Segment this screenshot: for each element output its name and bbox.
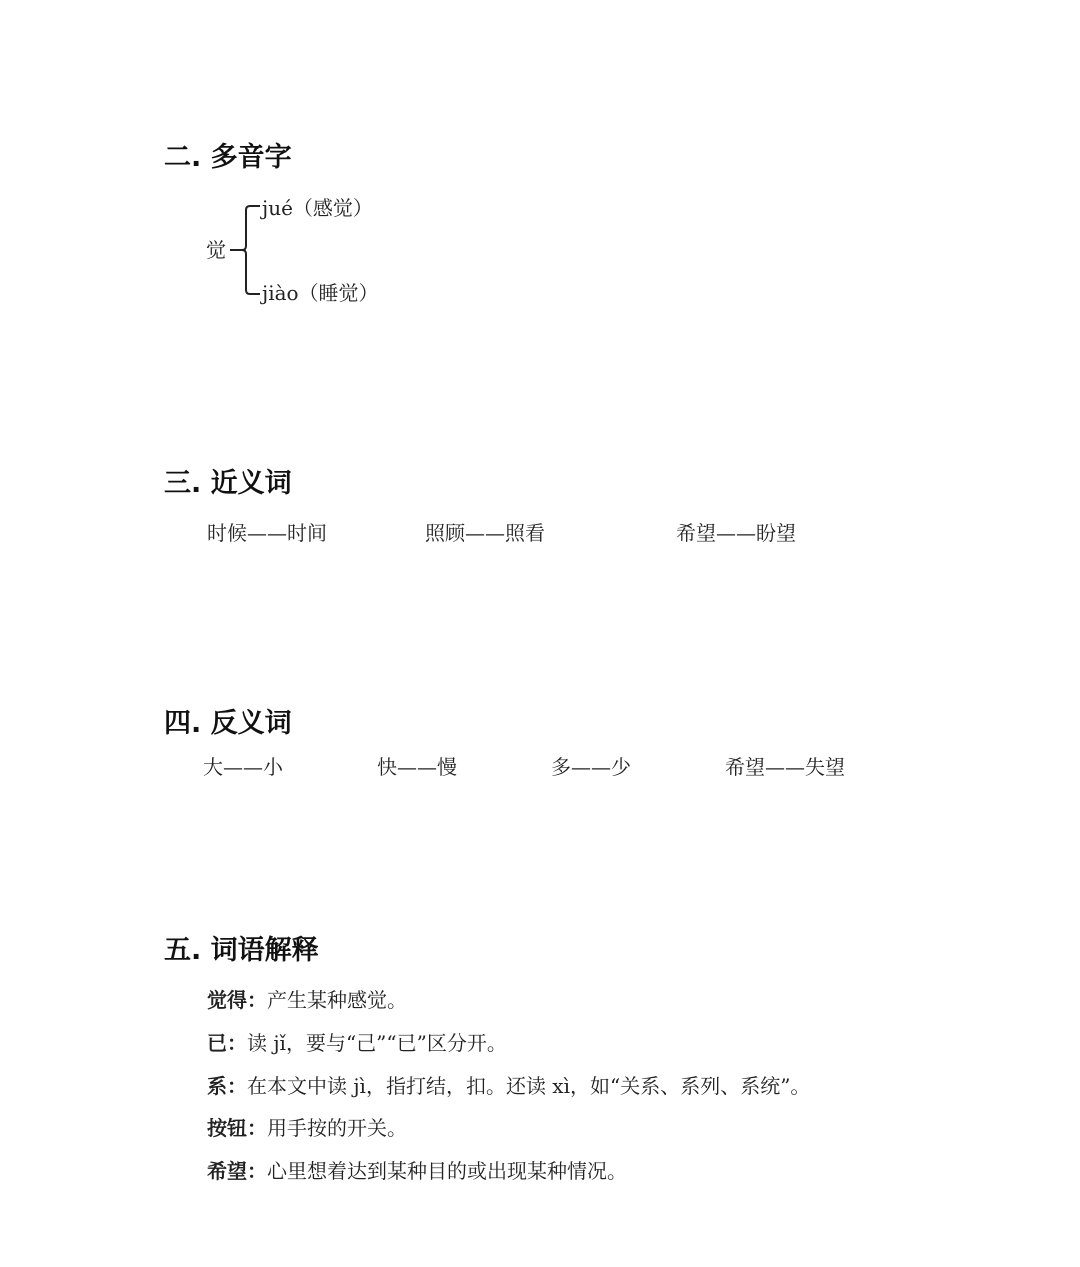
explanation-term: 希望：	[207, 1159, 267, 1183]
explanation-term: 觉得：	[207, 988, 267, 1012]
reading-1-example: （感觉）	[292, 196, 373, 220]
explanation-term: 已：	[207, 1031, 247, 1055]
section-synonyms-title: 三. 近义词	[164, 468, 292, 499]
reading-1	[262, 194, 373, 222]
explanation-term: 系：	[207, 1074, 247, 1098]
explanation-text: 心里想着达到某种目的或出现某种情况。	[267, 1159, 627, 1183]
antonym-pair: 多——少	[551, 755, 631, 779]
antonym-pair: 希望——失望	[725, 755, 845, 779]
reading-2	[262, 279, 379, 307]
reading-2-example: （睡觉）	[298, 281, 379, 305]
explanation-text: 在本文中读 jì，指打结，扣。还读 xì，如“关系、系列、系统”。	[247, 1074, 811, 1098]
section-antonyms-title: 四. 反义词	[164, 708, 292, 739]
explanation-text: 读 jǐ，要与“己”“已”区分开。	[247, 1031, 507, 1055]
antonym-pair: 大——小	[203, 755, 283, 779]
reading-2-pinyin: jiào	[262, 281, 299, 305]
synonym-pair: 照顾——照看	[425, 521, 545, 545]
polyphone-char: 觉	[206, 238, 226, 262]
reading-1-pinyin: jué	[262, 196, 293, 220]
explanation-text: 用手按的开关。	[267, 1116, 407, 1140]
explanation-item	[207, 986, 407, 1014]
section-explanations-title: 五. 词语解释	[164, 935, 319, 966]
explanation-term: 按钮：	[207, 1116, 267, 1140]
explanation-item	[207, 1114, 407, 1142]
explanation-item	[207, 1157, 627, 1185]
explanation-item	[207, 1029, 507, 1057]
synonym-pair: 希望——盼望	[676, 521, 796, 545]
explanation-text: 产生某种感觉。	[267, 988, 407, 1012]
explanation-item	[207, 1072, 810, 1100]
section-polyphone-title: 二. 多音字	[164, 142, 292, 173]
synonym-pair: 时候——时间	[207, 521, 327, 545]
antonym-pair: 快——慢	[377, 755, 457, 779]
brace-bracket	[228, 200, 262, 300]
